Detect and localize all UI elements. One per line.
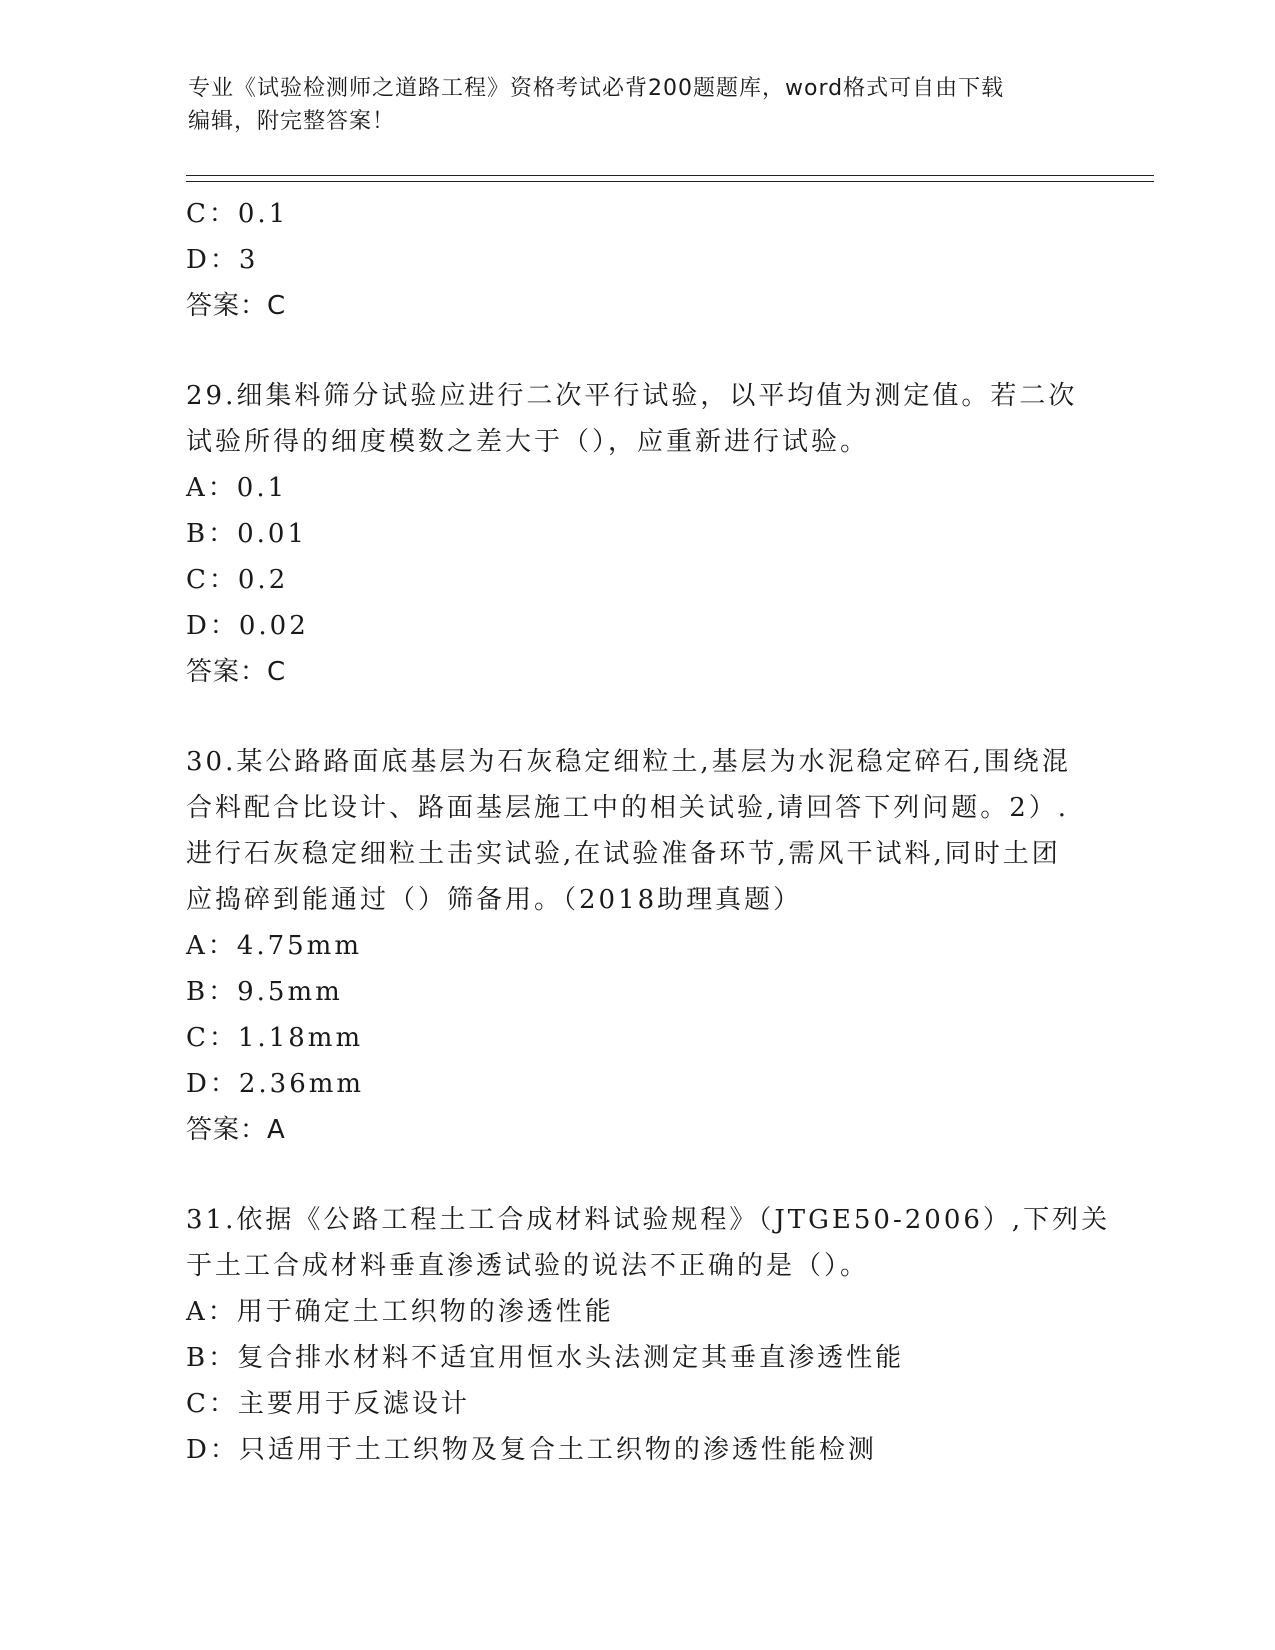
option-d: D：2.36mm — [186, 1069, 365, 1099]
answer-label: 答案：A — [186, 1115, 286, 1145]
question-text-line: 31.依据《公路工程土工合成材料试验规程》（JTGE50-2006）,下列关 — [186, 1205, 1111, 1235]
document-header — [188, 72, 1068, 138]
question-31 — [186, 1197, 1111, 1473]
answer-label: 答案：C — [186, 657, 287, 687]
option-c: C：1.18mm — [186, 1023, 364, 1053]
spacer — [186, 329, 1086, 373]
header-divider-bottom — [186, 181, 1154, 182]
header-line-1: 专业《试验检测师之道路工程》资格考试必背200题题库，word格式可自由下载 — [188, 76, 1005, 101]
option-b: B：9.5mm — [186, 977, 343, 1007]
option-c: C：0.1 — [186, 199, 289, 229]
option-a: A：0.1 — [186, 473, 288, 503]
question-text-line: 30.某公路路面底基层为石灰稳定细粒土,基层为水泥稳定碎石,围绕混 — [186, 747, 1071, 777]
question-29 — [186, 373, 1086, 695]
question-30 — [186, 739, 1086, 1153]
question-text-line: 29.细集料筛分试验应进行二次平行试验，以平均值为测定值。若二次 — [186, 381, 1078, 411]
header-divider-top — [186, 175, 1154, 176]
question-text-line: 合料配合比设计、路面基层施工中的相关试验,请回答下列问题。2）. — [186, 793, 1070, 823]
question-text-line: 于土工合成材料垂直渗透试验的说法不正确的是（）。 — [186, 1251, 870, 1281]
question-text-line: 试验所得的细度模数之差大于（），应重新进行试验。 — [186, 427, 870, 457]
option-b: B：复合排水材料不适宜用恒水头法测定其垂直渗透性能 — [186, 1343, 905, 1373]
option-b: B：0.01 — [186, 519, 307, 549]
option-d: D：只适用于土工织物及复合土工织物的渗透性能检测 — [186, 1435, 877, 1465]
option-c: C：主要用于反滤设计 — [186, 1389, 470, 1419]
answer-label: 答案：C — [186, 291, 287, 321]
spacer — [186, 1153, 1086, 1197]
spacer — [186, 695, 1086, 739]
option-d: D：0.02 — [186, 611, 309, 641]
option-a: A：用于确定土工织物的渗透性能 — [186, 1297, 614, 1327]
question-28-tail — [186, 191, 1086, 329]
option-a: A：4.75mm — [186, 931, 362, 961]
header-line-2: 编辑，附完整答案！ — [188, 109, 396, 134]
question-text-line: 应捣碎到能通过（）筛备用。（2018助理真题） — [186, 885, 803, 915]
option-c: C：0.2 — [186, 565, 289, 595]
option-d: D：3 — [186, 245, 259, 275]
question-text-line: 进行石灰稳定细粒土击实试验,在试验准备环节,需风干试料,同时土团 — [186, 839, 1061, 869]
question-content — [186, 191, 1111, 1473]
